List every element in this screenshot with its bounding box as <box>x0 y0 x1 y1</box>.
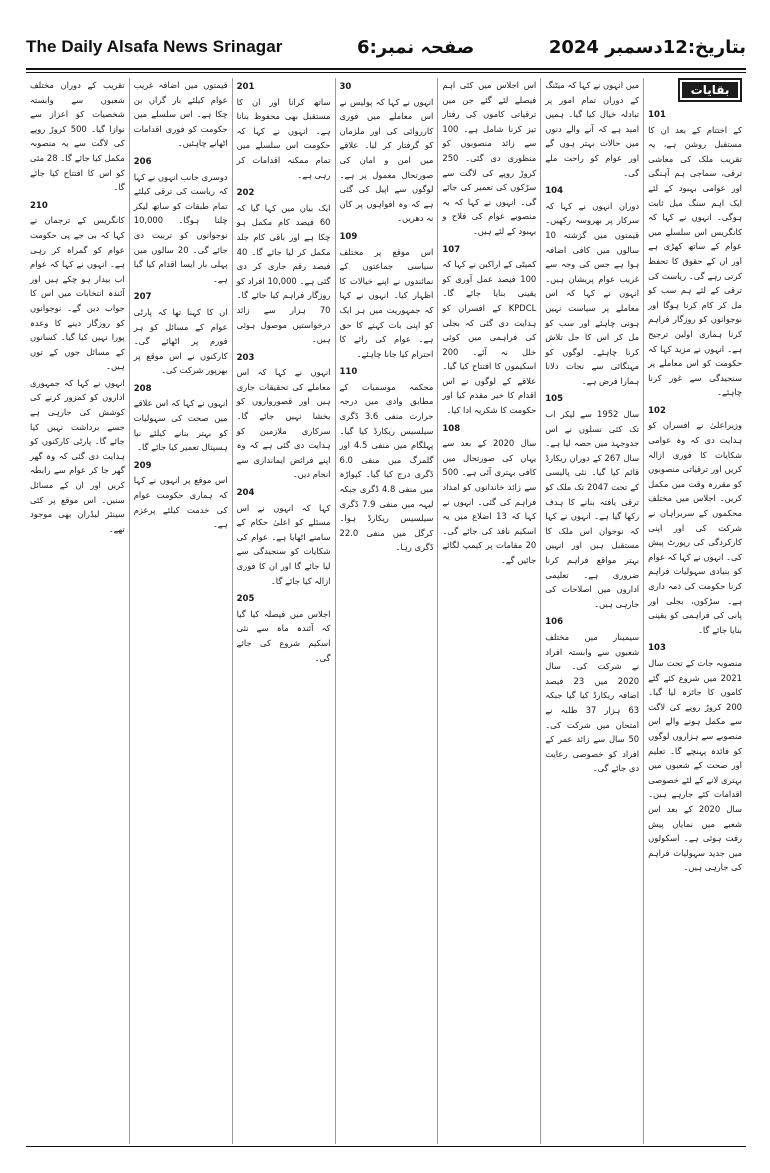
continuation-number: 206 <box>133 156 152 167</box>
article-column <box>540 78 643 1144</box>
newspaper-name: The Daily Alsafa News Srinagar <box>26 37 283 56</box>
article-paragraph: انہوں نے کہا کہ پولیس نے اس معاملے میں فوری کارروائی کی اور ملزمان کو گرفتار کر لیا۔ علاقے میں امن و امان کی صورتحال معمول پر ہے۔ لوگوں سے اپیل کی گئی ہے کہ وہ افواہوں پر کان نہ دھریں۔ <box>339 96 434 224</box>
page-number: صفحہ نمبر:6 <box>357 36 475 58</box>
continuation-number: 204 <box>236 488 255 499</box>
article-paragraph: کے اختتام کے بعد ان کا مستقبل روشن ہے، یہ تقریب ملک کی معاشی ترقی، سماجی ہم آہنگی اور عوامی بہبود کے لئے ایک اہم سنگ میل ثابت ہوگی۔ انہوں نے کہا کہ کانگریس اس سلسلے میں عوام کے ساتھ کھڑی ہے اور ان کے حقوق کا تحفظ کرتی رہے گی۔ ریاست کی ترقی کے لئے ہم سب کو مل کر کام کرنا ہوگا اور نوجوانوں کو روزگار فراہم کرنا ہماری اولین ترجیح ہے۔ انہوں نے مزید کہا کہ حکومت کو اس معاملے پر سنجیدگی سے غور کرنا چاہئے۔ <box>648 124 742 398</box>
newspaper-page <box>26 28 746 1150</box>
issue-date: بتاریخ:12دسمبر 2024 <box>548 36 746 58</box>
article-paragraph: میں انہوں نے کہا کہ میٹنگ کے دوران تمام امور پر تبادلہ خیال کیا گیا۔ ہمیں امید ہے کہ آنے والے دنوں میں حالات بہتر ہوں گے اور عوام کو راحت ملے گی۔ <box>545 80 640 178</box>
article-paragraph: انہوں نے کہا کہ اس علاقے میں صحت کی سہولیات کو بہتر بنانے کیلئے نیا ہسپتال تعمیر کیا جائے گا۔ <box>133 398 228 453</box>
article-column <box>335 78 438 1144</box>
article-paragraph: اس اجلاس میں کئی اہم فیصلے لئے گئے جن میں ترقیاتی کاموں کی رفتار تیز کرنا شامل ہے۔ 100 سے زائد منصوبوں کو منظوری دی گئی۔ 250 کروڑ روپے کی لاگت سے سڑکوں کی تعمیر کی جائے گی۔ انہوں نے کہا کہ یہ منصوبے عوام کی فلاح و بہبود کے لئے ہیں۔ <box>442 80 537 236</box>
article-paragraph: اس موقع پر انہوں نے کہا کہ ہماری حکومت عوام کی خدمت کیلئے پرعزم ہے۔ <box>133 475 228 530</box>
article-column <box>437 78 540 1144</box>
article-paragraph: منصوبہ جات کے تحت سال 2021 میں شروع کئے گئے کاموں کا جائزہ لیا گیا۔ 200 کروڑ روپے کی لاگت سے مکمل ہونے والے اس منصوبے سے ہزاروں لوگوں کو فائدہ پہنچے گا۔ تعلیم اور صحت کے شعبوں میں بہتری لانے کے لئے خصوصی اقدامات کئے جارہے ہیں۔ سال 2020 کے بعد اس شعبے میں نمایاں پیش رفت ہوئی ہے۔ اسکولوں میں جدید سہولیات فراہم کی جارہی ہیں۔ <box>648 657 742 873</box>
article-paragraph: محکمہ موسمیات کے مطابق وادی میں درجہ حرارت منفی 3.6 ڈگری سیلسیس ریکارڈ کیا گیا۔ پہلگام میں منفی 4.5 اور گلمرگ میں منفی 6.0 ڈگری درج کیا گیا۔ کپواڑہ میں منفی 4.8 ڈگری جبکہ لیہہ میں منفی 7.9 ڈگری سیلسیس ریکارڈ ہوا۔ کرگل میں منفی 22.0 ڈگری رہا۔ <box>339 381 434 553</box>
article-paragraph: ان کا کہنا تھا کہ پارٹی عوام کے مسائل کو ہر فورم پر اٹھائے گی۔ کارکنوں نے اس موقع پر بھرپور شرکت کی۔ <box>133 306 228 376</box>
continuation-number: 209 <box>133 460 152 471</box>
continuation-number: 107 <box>442 244 461 255</box>
continuation-number: 109 <box>339 231 358 242</box>
masthead <box>26 28 746 66</box>
continuation-number: 205 <box>236 594 255 605</box>
text-columns <box>26 78 746 1144</box>
continuation-number: 106 <box>545 617 563 628</box>
continuation-number: 103 <box>648 643 666 654</box>
continuation-number: 108 <box>442 423 461 434</box>
article-paragraph: ساتھ کرانا اور ان کا مستقبل بھی محفوظ بنانا ہے۔ انہوں نے کہا کہ حکومت اس سلسلے میں تمام ممکنہ اقدامات کر رہی ہے۔ <box>236 96 331 180</box>
article-paragraph: تقریب کے دوران مختلف شعبوں سے وابستہ شخصیات کو اعزاز سے نوازا گیا۔ 500 کروڑ روپے کی لاگت سے یہ منصوبہ مکمل کیا جائے گا۔ 28 مئی کو اس کا افتتاح کیا جائے گا۔ <box>30 80 125 193</box>
article-paragraph: سال 1952 سے لیکر اب تک کئی نسلوں نے اس جدوجہد میں حصہ لیا ہے۔ سال 267 کے دوران ریکارڈ قائم کیا گیا۔ نئی پالیسی کے تحت 2047 تک ملک کو ترقی یافتہ بنانے کا ہدف رکھا گیا ہے۔ انہوں نے کہا کہ نوجوان اس ملک کا مستقبل ہیں اور انہیں بہتر مواقع فراہم کرنا ضروری ہے۔ تعلیمی اداروں میں اصلاحات کی جارہی ہیں۔ <box>545 409 640 609</box>
article-column <box>232 78 335 1144</box>
article-paragraph: انہوں نے کہا کہ اس معاملے کی تحقیقات جاری ہیں اور قصورواروں کو بخشا نہیں جائے گا۔ سرکاری ملازمین کو ہدایت دی گئی ہے کہ وہ اپنے فرائض ایمانداری سے انجام دیں۔ <box>236 367 331 480</box>
article-paragraph: کہا کہ انہوں نے اس مسئلے کو اعلیٰ حکام کے سامنے اٹھایا ہے۔ عوام کی شکایات کو سنجیدگی سے لیا جائے گا اور ان کا فوری ازالہ کیا جائے گا۔ <box>236 502 331 586</box>
continuation-number: 101 <box>648 110 666 120</box>
continuation-number: 104 <box>545 186 563 197</box>
continuation-number: 203 <box>236 352 255 363</box>
continuation-number: 30 <box>339 82 352 92</box>
section-heading: بقایات <box>678 78 742 102</box>
masthead-rule-thin <box>26 72 746 73</box>
article-column <box>26 78 129 1144</box>
continuation-number: 110 <box>339 367 358 378</box>
article-paragraph: دوران انہوں نے کہا کہ سرکار پر بھروسہ رکھیں۔ قیمتوں میں گزشتہ 10 سالوں میں کافی اضافہ ہوا ہے جس کی وجہ سے غریب عوام پریشان ہیں۔ انہوں نے کہا کہ اس معاملے پر سیاست نہیں ہونی چاہئے اور سب کو مل کر اس کا حل تلاش کرنا چاہئے۔ لوگوں کو مہنگائی سے نجات دلانا ہمارا فرض ہے۔ <box>545 200 640 386</box>
continuation-number: 207 <box>133 292 152 303</box>
masthead-rule <box>26 68 746 70</box>
continuation-number: 201 <box>236 82 255 92</box>
continuation-number: 210 <box>30 200 48 211</box>
article-paragraph: وزیراعلیٰ نے افسران کو ہدایت دی کہ وہ عوامی شکایات کا فوری ازالہ کریں اور ترقیاتی منصوبوں کو مقررہ وقت میں مکمل کریں۔ اجلاس میں مختلف محکموں کے سربراہان نے شرکت کی اور اپنی کارکردگی کی رپورٹ پیش کی۔ انہوں نے کہا کہ عوام کو بنیادی سہولیات فراہم کرنا حکومت کی ذمہ داری ہے۔ سڑکوں، بجلی اور پانی کی فراہمی کو یقینی بنایا جائے گا۔ <box>648 420 742 635</box>
continuation-number: 102 <box>648 405 666 416</box>
continuation-number: 208 <box>133 383 152 394</box>
article-column <box>129 78 232 1144</box>
article-paragraph: اس موقع پر مختلف سیاسی جماعتوں کے نمائندوں نے اپنے خیالات کا اظہار کیا۔ انہوں نے کہا کہ جمہوریت میں ہر ایک کو اپنی بات کہنے کا حق ہے۔ عوام کی رائے کا احترام کیا جانا چاہئے۔ <box>339 246 434 359</box>
article-paragraph: دوسری جانب انہوں نے کہا کہ ریاست کی ترقی کیلئے تمام طبقات کو ساتھ لیکر چلنا ہوگا۔ 10,000 نوجوانوں کو تربیت دی جائے گی۔ 20 سالوں میں پہلی بار ایسا اقدام کیا گیا ہے۔ <box>133 171 228 284</box>
article-paragraph: انہوں نے کہا کہ جمہوری اداروں کو کمزور کرنے کی کوشش کی جارہی ہے جسے برداشت نہیں کیا جائے گا۔ پارٹی کارکنوں کو ہدایت دی گئی کہ وہ گھر گھر جا کر عوام سے رابطہ کریں اور ان کے مسائل سنیں۔ اس موقع پر کئی سینئر لیڈران بھی موجود تھے۔ <box>30 377 125 534</box>
article-paragraph: ایک بیان میں کہا گیا کہ 60 فیصد کام مکمل ہو چکا ہے اور باقی کام جلد مکمل کر لیا جائے گا۔ 40 فیصد رقم جاری کر دی گئی ہے۔ 10,000 افراد کو روزگار فراہم کیا جائے گا۔ 70 ہزار سے زائد درخواستیں موصول ہوئی ہیں۔ <box>236 202 331 345</box>
article-paragraph: قیمتوں میں اضافہ غریب عوام کیلئے بار گراں بن چکا ہے۔ اس سلسلے میں حکومت کو فوری اقدامات اٹھانے چاہئیں۔ <box>133 80 228 149</box>
footer-rule <box>26 1146 746 1147</box>
article-paragraph: کانگریس کے ترجمان نے کہا کہ بی جے پی حکومت عوام کو گمراہ کر رہی ہے۔ انہوں نے کہا کہ عوام اب بیدار ہو چکے ہیں اور آئندہ انتخابات میں اس کا جواب دیں گے۔ نوجوانوں کو روزگار دینے کا وعدہ پورا نہیں کیا گیا۔ کسانوں کے مسائل جوں کے توں ہیں۔ <box>30 215 125 372</box>
article-paragraph: اجلاس میں فیصلہ کیا گیا کہ آئندہ ماہ سے نئی اسکیم شروع کی جائے گی۔ <box>236 608 331 663</box>
article-paragraph: سیمینار میں مختلف شعبوں سے وابستہ افراد نے شرکت کی۔ سال 2020 میں 23 فیصد اضافہ ریکارڈ کیا گیا جبکہ 63 ہزار 37 طلبہ نے امتحان میں شرکت کی۔ 50 سال سے زائد عمر کے افراد کو خصوصی رعایت دی جائے گی۔ <box>545 631 640 774</box>
article-paragraph: سال 2020 کے بعد سے یہاں کی صورتحال میں کافی بہتری آئی ہے۔ 500 سے زائد خاندانوں کو امداد فراہم کی گئی۔ انہوں نے کہا کہ 13 اضلاع میں یہ اسکیم نافذ کی جائے گی۔ 20 مقامات پر کیمپ لگائے جائیں گے۔ <box>442 438 537 565</box>
continuation-number: 202 <box>236 188 255 199</box>
continuation-number: 105 <box>545 394 563 405</box>
article-column <box>643 78 746 1144</box>
article-paragraph: کمیٹی کے اراکین نے کہا کہ 100 فیصد عمل آوری کو یقینی بنایا جائے گا۔ KPDCL کے افسران کو ہدایت دی گئی کہ بجلی کی فراہمی میں کوئی خلل نہ آئے۔ 200 اسکیموں کا افتتاح کیا گیا۔ علاقے کے لوگوں نے اس اقدام کا خیر مقدم کیا اور حکومت کا شکریہ ادا کیا۔ <box>442 259 537 416</box>
